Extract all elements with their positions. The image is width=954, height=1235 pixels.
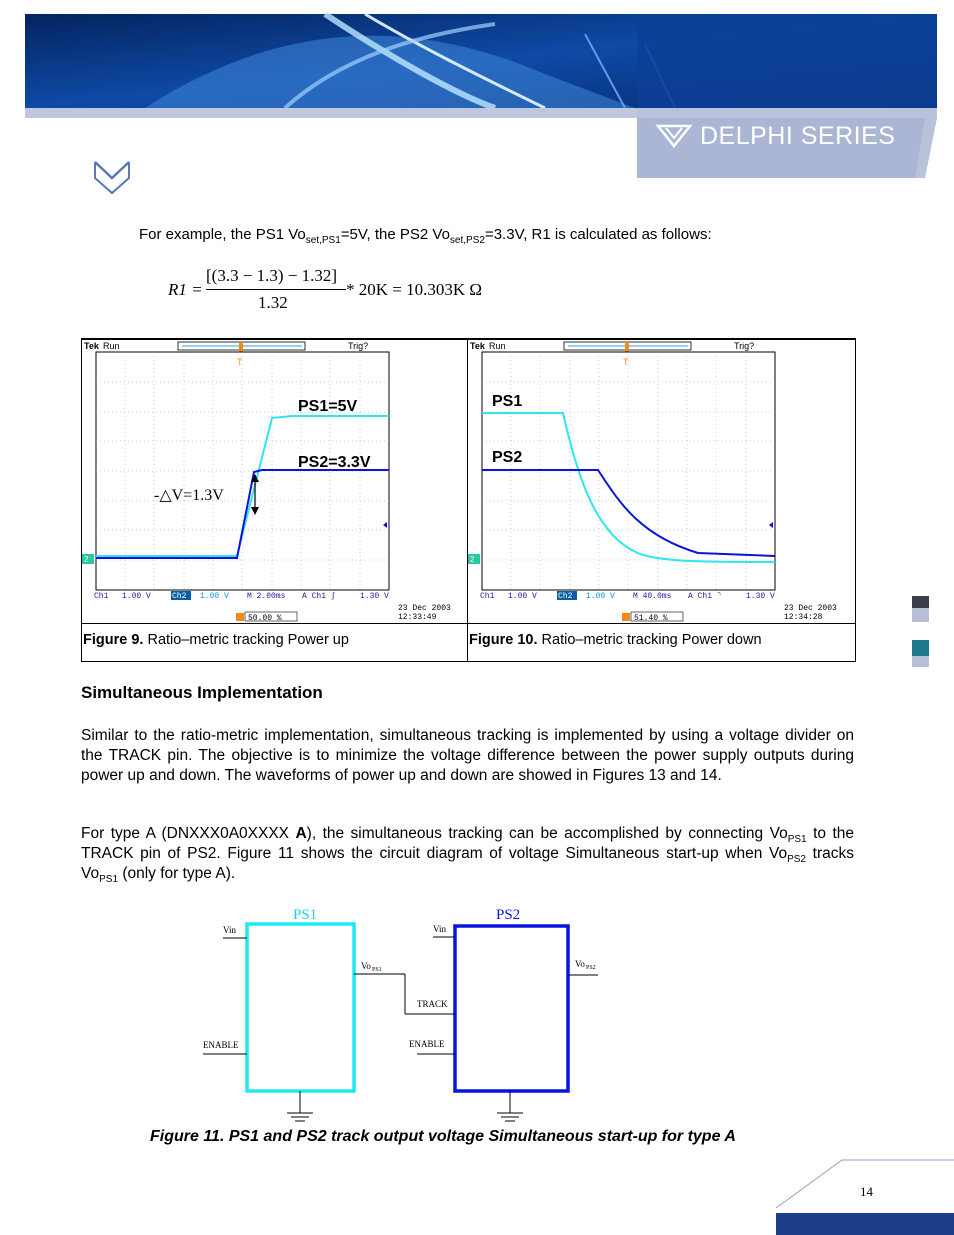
svg-text:PS1: PS1: [372, 967, 382, 973]
svg-text:TRACK: TRACK: [417, 999, 448, 1009]
svg-text:A Ch1 ∫: A Ch1 ∫: [302, 592, 336, 601]
ps1-title: PS1: [293, 907, 318, 923]
svg-text:23 Dec 2003: 23 Dec 2003: [398, 604, 451, 613]
intro-paragraph: For example, the PS1 $Vo_{set,PS1}=5V$, the PS2 $Vo_{set,PS2}=3.3V$, R1 is calculated as follows:: [139, 226, 712, 246]
svg-text:M 40.0ms: M 40.0ms: [633, 592, 672, 601]
svg-text:23 Dec 2003: 23 Dec 2003: [784, 604, 837, 613]
r1-formula: R1 = [(3.3 − 1.3) − 1.32] 1.32 * 20K = 10.303K Ω: [168, 266, 483, 312]
svg-text:Trig?: Trig?: [734, 341, 755, 351]
svg-text:Ch2: Ch2: [172, 592, 187, 601]
svg-text:Run: Run: [489, 341, 506, 351]
svg-text:Ch1: Ch1: [94, 592, 109, 601]
svg-text:1.00 V: 1.00 V: [200, 592, 229, 601]
side-tab-light: [912, 608, 929, 622]
side-tab-dark: [912, 596, 929, 608]
svg-text:Ch1: Ch1: [480, 592, 495, 601]
side-tab-light-2: [912, 656, 929, 667]
svg-text:2: 2: [84, 555, 89, 564]
delphi-logo-icon: [656, 124, 692, 148]
ps2-block: [455, 926, 568, 1091]
figure9-oscilloscope: [82, 340, 451, 623]
section-heading: Simultaneous Implementation: [81, 683, 323, 702]
ps1-label: PS1=5V: [298, 398, 358, 415]
svg-text:Vin: Vin: [433, 924, 446, 934]
svg-text:PS2: PS2: [586, 965, 596, 971]
figure9-caption: Figure 9. Ratio–metric tracking Power up: [83, 632, 349, 648]
figure10-caption: Figure 10. Ratio–metric tracking Power down: [469, 632, 762, 648]
svg-text:1.00 V: 1.00 V: [586, 592, 615, 601]
svg-text:M 2.00ms: M 2.00ms: [247, 592, 286, 601]
paragraph-2: For type A (DNXXX0A0XXXX A), the simultaneous tracking can be accomplished by connecting $Vo_{PS1}$ to the TRACK pin of PS2. Figure 11 shows the circuit diagram of voltage Simultaneous start-up when $Vo_{PS2}$ tracks $Vo_{PS1}$ (only for type A).: [81, 825, 854, 886]
svg-text:1.30 V: 1.30 V: [746, 592, 775, 601]
svg-text:Tek: Tek: [470, 341, 485, 351]
svg-text:A Ch1 ⌝: A Ch1 ⌝: [688, 592, 722, 601]
svg-text:T: T: [623, 357, 629, 367]
svg-text:51.40 %: 51.40 %: [634, 614, 668, 623]
scope-brand: Tek: [84, 341, 99, 351]
svg-text:Ch2: Ch2: [558, 592, 573, 601]
brand-logo-text: DELPHI SERIES: [700, 122, 896, 150]
svg-text:Vo: Vo: [575, 959, 585, 969]
figure10-oscilloscope: [468, 340, 837, 623]
svg-text:1.30 V: 1.30 V: [360, 592, 389, 601]
side-tab-teal: [912, 640, 929, 656]
ground-icon: [497, 1091, 523, 1121]
svg-text:PS1: PS1: [492, 393, 523, 410]
svg-text:PS2: PS2: [492, 449, 523, 466]
header-banner: [25, 14, 937, 178]
figure-table: [81, 338, 856, 662]
svg-text:1.00 V: 1.00 V: [508, 592, 537, 601]
svg-text:ENABLE: ENABLE: [203, 1040, 239, 1050]
paragraph-1: Similar to the ratio-metric implementation, simultaneous tracking is implemented by using a voltage divider on the TRACK pin. The objective is to minimize the voltage difference between the power supply outputs during power up and down. The waveforms of power up and down are showed in Figures 13 and 14.: [81, 727, 854, 784]
figure11-circuit-diagram: [195, 900, 615, 1130]
delta-v-label: -△V=1.3V: [154, 487, 224, 504]
svg-text:2: 2: [470, 555, 475, 564]
svg-text:Run: Run: [103, 341, 120, 351]
svg-text:12:33:49: 12:33:49: [398, 613, 437, 622]
chevron-down-icon: [92, 158, 132, 196]
svg-text:12:34:28: 12:34:28: [784, 613, 823, 622]
figure11-caption: Figure 11. PS1 and PS2 track output voltage Simultaneous start-up for type A: [150, 1128, 736, 1145]
svg-text:Trig?: Trig?: [348, 341, 369, 351]
svg-text:ENABLE: ENABLE: [409, 1039, 445, 1049]
ps1-block: [247, 924, 354, 1091]
svg-text:T: T: [237, 357, 243, 367]
page-number: 14: [860, 1184, 873, 1199]
svg-text:Vo: Vo: [361, 961, 371, 971]
svg-text:1.00 V: 1.00 V: [122, 592, 151, 601]
ps2-title: PS2: [496, 907, 521, 923]
svg-text:Vin: Vin: [223, 925, 236, 935]
ps2-label: PS2=3.3V: [298, 454, 371, 471]
ground-icon: [287, 1091, 313, 1121]
svg-text:50.00 %: 50.00 %: [248, 614, 282, 623]
